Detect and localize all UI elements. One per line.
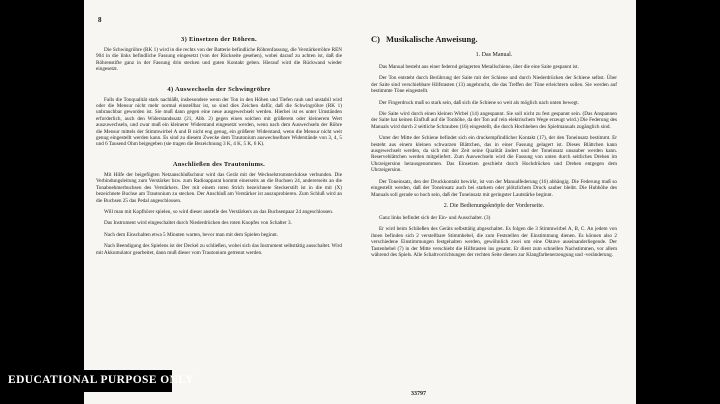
watermark-label: EDUCATIONAL PURPOSE ONLY: [8, 374, 194, 386]
section-heading: Anschließen des Trautoniums.: [172, 160, 266, 168]
paragraph: Nach Beendigung des Spielens ist der Deckel zu schließen, wobei sich das Instrument selbsttätig ausschaltet. Wird mit Akkumulator gearbeitet, dann muß dieser vom Trautonium getrennt werden.: [96, 243, 342, 256]
paragraph: Das Instrument wird eingeschaltet durch Niederdrücken des roten Knopfes von Schalter 3.: [104, 220, 292, 227]
chapter-title: Musikalische Anweisung.: [385, 34, 478, 44]
paragraph: Nach dem Einschalten etwa 5 Minuten warten, bevor man mit dem Spielen beginnt.: [104, 231, 279, 238]
chapter-letter: C): [371, 34, 380, 44]
paragraph: Er wird beim Schließen des Geräts selbsttätig abgeschaltet. Es folgen die 3 Stimmwirbel A, B, C. An jedem von ihnen befinden sich 2 verstellbare Stimmhebel, die zum Feststellen der Einstimmung dienen. Es können also 2 verschiedene Einstimmungen festgehalten werden, gewöhnlich zwei um eine Oktave auseinanderliegende. Der Tastenhebel (7) in der Mitte verschiebt die Hilfstasten ins gesamt. Er dient zum schnellen Nachstimmen, vor allem während des Spiels. Alle Schaltvorrichtungen der rechten Seite dienen zur Klangfarbenerzeugung und -veränderung.: [371, 226, 617, 258]
paragraph: Die Saite wird durch einen kleinen Wirbel (14) angespannt. Sie soll nicht zu fest gespannt sein. (Das Anspannen der Saite hat keinen Einfluß auf die Tonhöhe, da der Ton auf rein elektrischem Wege erzeugt wird.) Die Federung des Manuals wird durch 2 seitliche Schrauben (16) eingestellt, die durch Hochheben des Spielmanuals zugänglich sind.: [371, 111, 617, 130]
paragraph: Unter der Mitte der Schiene befindet sich ein druckempfindlicher Kontakt (17), der den Toneinsatz bestimmt. Er besteht aus einem kleinen schwarzen Blättchen, das in einer Fassung gelagert ist. Dieses Blättchen kann ausgewechselt werden, da sich mit der Zeit seine Qualität ändert und der Toneinsatz unsauber werden kann. Reserveblättchen werden mitgeliefert. Zum Auswechseln wird die Fassung von unten durch seitliches Drehen im Uhrzeigersinn herausgenommen. Das Einsetzen geschieht durch Hochdrücken und Drehen entgegen dem Uhrzeigersinn.: [371, 135, 617, 174]
paragraph: Falls die Tonqualität stark nachläßt, insbesondere wenn der Ton in den Höhen und Tiefen rauh und unstabil wird oder die Mensur nicht mehr normal einstellbar ist, so sind dies Zeichen dafür, daß die Schwingröhre (RK 1) unbrauchbar geworden ist. Sie muß dann gegen eine neue ausgewechselt werden. Hierbei ist es unter Umständen erforderlich, auch den Widerstandssatz (21, Abb. 2) gegen einen solchen mit größerem oder kleinerem Wert auszuwechseln, und zwar muß ein kleinerer Widerstand eingesetzt werden, wenn nach dem Auswechseln der Röhre die Mensur mittels der Stimmwirbel A und B nicht eng genug, ein größerer Widerstand, wenn die Mensur nicht weit genug eingestellt werden kann. Es sind zu diesem Zwecke dem Trautonium auswechselbare Widerstände von 3, 4, 5 und 6 Tausend Ohm beigegeben (sie tragen die Bezeichnung 3 K, 4 K, 5 K, 6 K).: [96, 96, 342, 148]
paragraph: Mit Hilfe der beigefügten Netzanschlußschnur wird das Gerät mit der Wechselstromsteckdose verbunden. Die Verbindungsleitung zum Verstärker bzw. zum Radioapparat kommt einerseits an die Buchsen 24, andererseits an die Tonabnehmerbuchsen des Verstärkers. Der mit einem roten Strich bezeichnete Steckerstift ist in die mit (X) bezeichnete Buchse am Trautonium zu stecken. Der Anschluß am Verstärker ist auszuprobieren. Zum Schluß wird an die Buchsen 25 das Pedal angeschlossen.: [96, 171, 342, 204]
right-column: [371, 34, 617, 263]
section-heading: 1. Das Manual.: [475, 52, 513, 58]
left-column: [96, 34, 342, 261]
paragraph: Die Schwingröhre (RK 1) wird in die rechts von der Batterie befindliche Röhrenfassung, die Verstärkerröhre REN 904 in die links befindliche Fassung eingesetzt (von der Rückseite gesehen), wobei darauf zu achten ist, daß die Röhrenstifte ganz in der Fassung drin stecken und guten Kontakt geben. Hierauf wird die Rückwand wieder eingesetzt.: [96, 47, 342, 73]
paragraph: Ganz links befindet sich der Ein- und Ausschalter. (3): [379, 214, 491, 221]
document-page: [84, 0, 636, 404]
paragraph: Der Toneinsatz, den der Druckkontakt bewirkt, ist von der Manualfederung (16) abhängig. Die Federung muß so eingestellt werden, daß der Toneinsatz auch bei starkem oder plötzlichem Druck sauber bleibt. Die Hubhöhe des Manuals soll gerade so hoch sein, daß der Toneinsatz mit geringster Lautstärke beginnt.: [371, 178, 617, 198]
paragraph: Der Fingerdruck muß so stark sein, daß sich die Schiene so weit als möglich nach unten bewegt.: [379, 99, 579, 106]
paragraph: Das Manual besteht aus einer federnd gelagerten Metallschiene, über die eine Saite gespannt ist.: [379, 64, 579, 70]
footer-page-number: 33797: [411, 391, 426, 397]
section-heading: 4) Auswechseln der Schwingröhre: [167, 85, 271, 93]
paragraph: Der Ton entsteht durch Berührung der Saite mit der Schiene und durch Niederdrücken der Schiene selbst. Über der Saite sind verschiebbare Hilfstasten (13) angebracht, die das Treffen der Töne erleichtern sollen. Sie werden auf bestimmte Töne eingestellt.: [371, 75, 617, 95]
section-heading: 2. Die Bedienungsknöpfe der Vorderseite.: [443, 202, 545, 209]
page-number: 8: [98, 16, 102, 24]
paragraph: Will man mit Kopfhörer spielen, so wird dieser anstelle des Verstärkers an das Buchsenpaar 24 angeschlossen.: [104, 208, 334, 215]
chapter-heading: [371, 34, 617, 44]
section-heading: 3) Einsetzen der Röhren.: [181, 36, 257, 43]
